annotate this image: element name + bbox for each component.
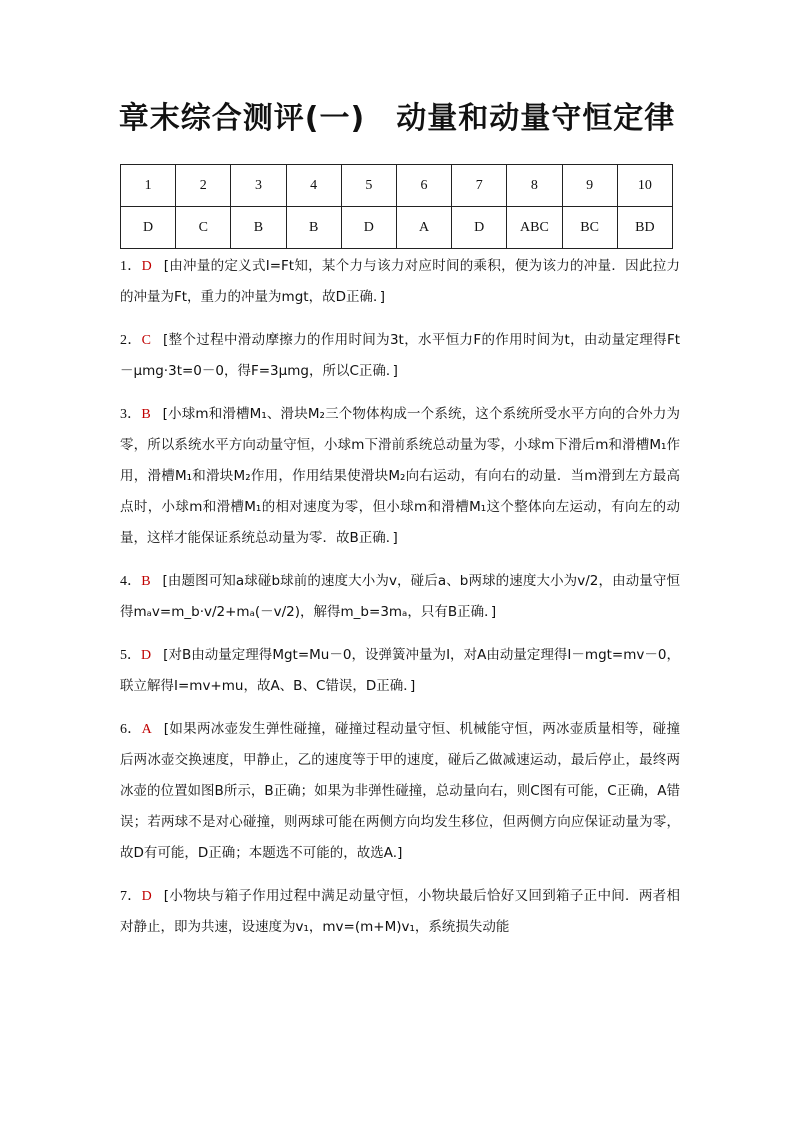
question-number: 1: [121, 165, 176, 207]
item-number: 2．: [120, 333, 142, 348]
answer-key: C: [141, 333, 152, 348]
answer-table-answer-row: [121, 207, 673, 249]
item-number: 1．: [120, 259, 142, 274]
item-number: 4．: [120, 574, 142, 589]
answer-cell: ABC: [507, 207, 562, 249]
question-number: 6: [396, 165, 451, 207]
explanation-text: [小物块与箱子作用过程中满足动量守恒，小物块最后恰好又回到箱子正中间．两者相对静止，即为共速，设速度为v₁，mv=(m+M)v₁，系统损失动能: [120, 888, 680, 935]
answer-key: D: [141, 259, 152, 274]
explanation-text: [小球m和滑槽M₁、滑块M₂三个物体构成一个系统，这个系统所受水平方向的合外力为零，所以系统水平方向动量守恒，小球m下滑前系统总动量为零，小球m下滑后m和滑槽M₁作用，滑槽M₁和滑块M₂作用，作用结果使滑块M₂向右运动，有向右的动量．当m滑到左方最高点时，小球m和滑槽M₁的相对速度为零，但小球m和滑槽M₁这个整体向左运动，有向左的动量，这样才能保证系统总动量为零．故B正确．]: [120, 406, 681, 546]
answer-cell: B: [231, 207, 286, 249]
item-number: 5．: [120, 648, 142, 663]
answer-cell: BD: [617, 207, 672, 249]
explanation-text: [对B由动量定理得Mgt=Mu－0，设弹簧冲量为I，对A由动量定理得I－mgt=mv－0，联立解得I=mv+mu，故A、B、C错误，D正确．]: [120, 647, 680, 694]
question-number: 8: [507, 165, 562, 207]
question-number: 4: [286, 165, 341, 207]
solution-item: [120, 251, 680, 313]
item-number: 7．: [120, 889, 142, 904]
solution-item: [120, 566, 680, 628]
explanation-text: [由题图可知a球碰b球前的速度大小为v，碰后a、b两球的速度大小为v/2，由动量守恒得mₐv=m_b·v/2+mₐ(－v/2)，解得m_b=3mₐ，只有B正确．]: [120, 573, 680, 620]
question-number: 10: [617, 165, 672, 207]
answer-cell: D: [452, 207, 507, 249]
question-number: 2: [176, 165, 231, 207]
question-number: 7: [452, 165, 507, 207]
answer-table: [120, 164, 673, 249]
explanation-text: [由冲量的定义式I=Ft知，某个力与该力对应时间的乘积，便为该力的冲量．因此拉力的冲量为Ft，重力的冲量为mgt，故D正确．]: [120, 258, 681, 305]
solution-item: [120, 325, 680, 387]
answer-key: B: [141, 574, 151, 589]
item-number: 3．: [120, 407, 142, 422]
explanation-text: [整个过程中滑动摩擦力的作用时间为3t，水平恒力F的作用时间为t，由动量定理得Ft－μmg·3t=0－0，得F=3μmg，所以C正确．]: [120, 332, 681, 379]
solution-item: [120, 714, 680, 869]
answer-key: D: [141, 889, 152, 904]
question-number: 9: [562, 165, 617, 207]
item-number: 6．: [120, 722, 142, 737]
solution-item: [120, 881, 680, 943]
answer-cell: D: [121, 207, 176, 249]
explanation-text: [如果两冰壶发生弹性碰撞，碰撞过程动量守恒、机械能守恒，两冰壶质量相等，碰撞后两冰壶交换速度，甲静止，乙的速度等于甲的速度，碰后乙做减速运动，最后停止，最终两冰壶的位置如图B所示，B正确；如果为非弹性碰撞，总动量向右，则C图有可能，C正确，A错误；若两球不是对心碰撞，则两球可能在两侧方向均发生移位，但两侧方向应保证动量为零，故D有可能，D正确；本题选不可能的，故选A.]: [120, 721, 680, 861]
answer-cell: BC: [562, 207, 617, 249]
question-number: 5: [341, 165, 396, 207]
solution-item: [120, 640, 680, 702]
solution-list: [120, 251, 680, 955]
solution-item: [120, 399, 680, 554]
question-number: 3: [231, 165, 286, 207]
answer-cell: B: [286, 207, 341, 249]
answer-key: D: [141, 648, 152, 663]
page-title: 章末综合测评(一) 动量和动量守恒定律: [118, 101, 676, 136]
answer-cell: C: [176, 207, 231, 249]
answer-key: B: [141, 407, 151, 422]
answer-key: A: [141, 722, 152, 737]
answer-table-number-row: [121, 165, 673, 207]
answer-cell: A: [396, 207, 451, 249]
answer-cell: D: [341, 207, 396, 249]
